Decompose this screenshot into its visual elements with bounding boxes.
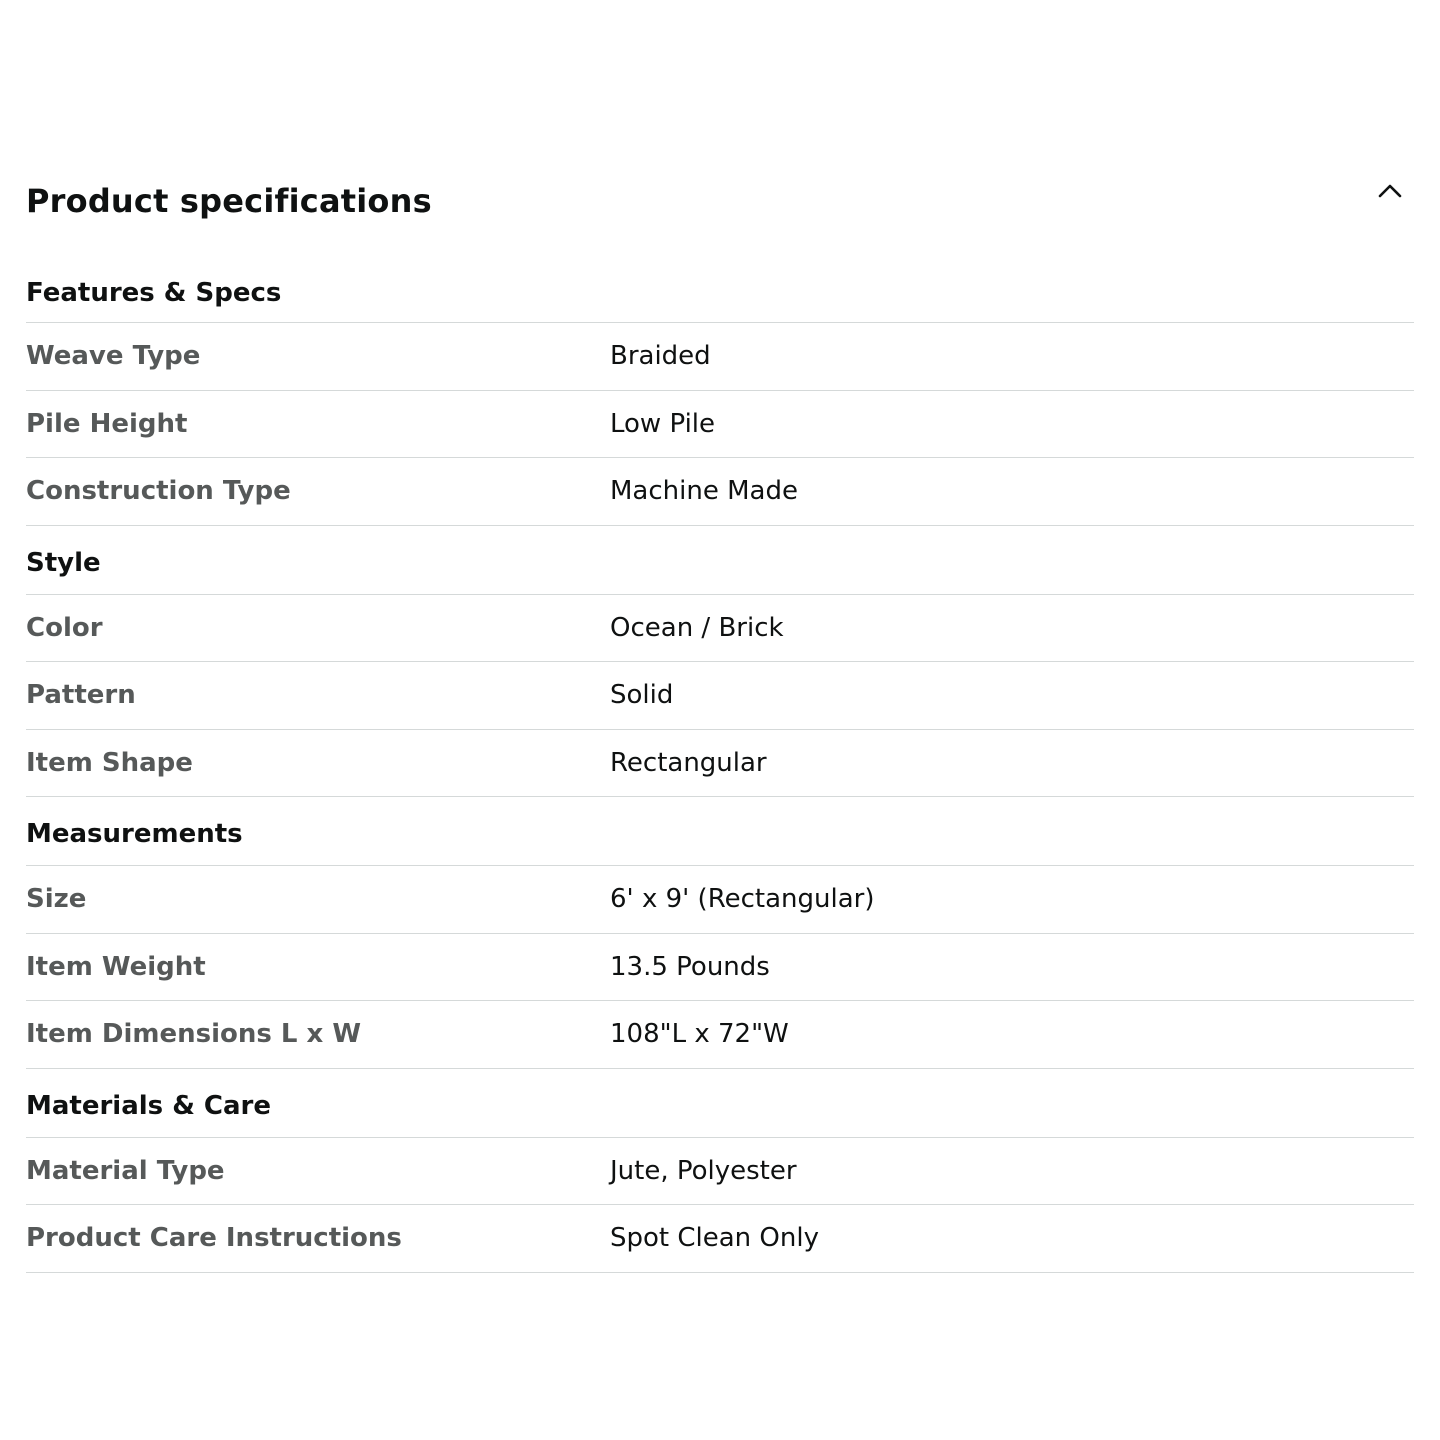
spec-value: Braided: [610, 341, 711, 372]
spec-label: Item Dimensions L x W: [26, 1019, 362, 1050]
table-row: [26, 595, 1414, 663]
spec-value: Jute, Polyester: [610, 1155, 797, 1186]
table-row: [26, 323, 1414, 391]
spec-value: 6' x 9' (Rectangular): [610, 884, 875, 915]
table-row: [26, 1001, 1414, 1069]
panel-header[interactable]: [26, 160, 1414, 244]
spec-value: Spot Clean Only: [610, 1223, 819, 1254]
spec-label: Item Shape: [26, 747, 193, 778]
spec-label: Pile Height: [26, 408, 188, 439]
table-row: [26, 662, 1414, 730]
table-row: [26, 934, 1414, 1002]
table-row: [26, 866, 1414, 934]
table-row: [26, 1138, 1414, 1206]
spec-label: Color: [26, 612, 103, 643]
section-heading: Measurements: [26, 797, 1414, 866]
section-features-specs: [26, 244, 1414, 526]
section-heading: Materials & Care: [26, 1069, 1414, 1138]
product-specifications-panel: [26, 160, 1414, 1273]
chevron-up-icon: [1376, 178, 1404, 206]
section-heading: Features & Specs: [26, 244, 1414, 323]
spec-value: Machine Made: [610, 476, 798, 507]
spec-label: Size: [26, 884, 87, 915]
section-measurements: [26, 797, 1414, 1069]
spec-value: Rectangular: [610, 747, 767, 778]
table-row: [26, 458, 1414, 526]
table-row: [26, 730, 1414, 798]
spec-label: Item Weight: [26, 951, 206, 982]
spec-value: Ocean / Brick: [610, 612, 784, 643]
spec-value: 108"L x 72"W: [610, 1019, 789, 1050]
collapse-button[interactable]: [1376, 178, 1404, 206]
table-row: [26, 391, 1414, 459]
table-row: [26, 1205, 1414, 1273]
spec-label: Construction Type: [26, 476, 291, 507]
spec-value: Low Pile: [610, 408, 716, 439]
page-title: Product specifications: [26, 182, 432, 220]
section-heading: Style: [26, 526, 1414, 595]
spec-label: Weave Type: [26, 341, 201, 372]
spec-value: 13.5 Pounds: [610, 951, 770, 982]
spec-label: Product Care Instructions: [26, 1223, 402, 1254]
spec-value: Solid: [610, 680, 674, 711]
spec-label: Pattern: [26, 680, 136, 711]
spec-label: Material Type: [26, 1155, 225, 1186]
section-materials-care: [26, 1069, 1414, 1273]
section-style: [26, 526, 1414, 798]
spec-sections: [26, 244, 1414, 1273]
